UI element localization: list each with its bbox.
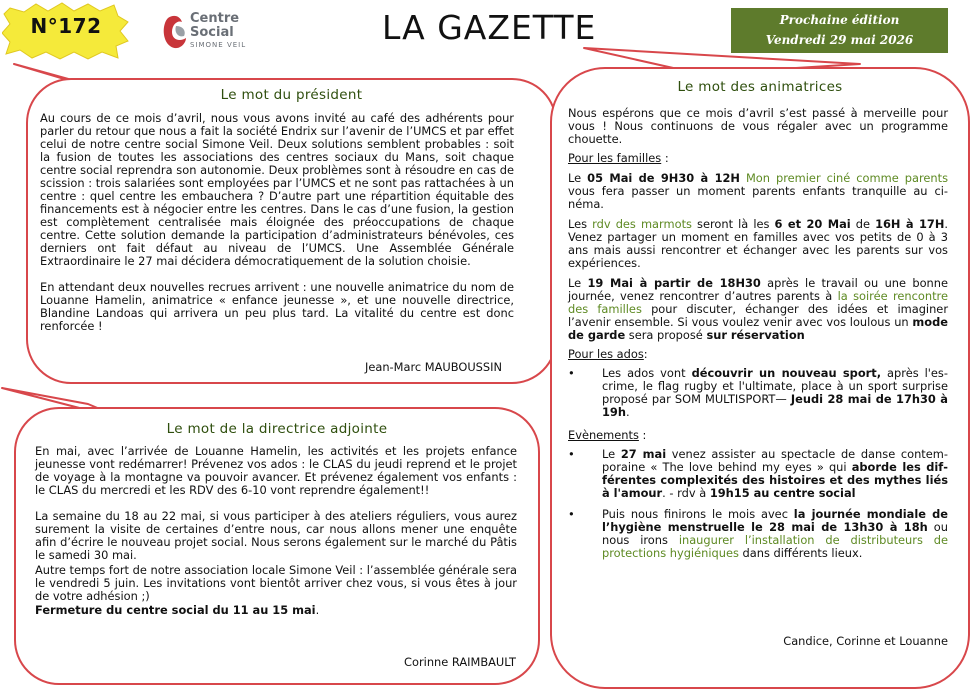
logo-text-centre: Centre [190, 11, 240, 26]
a1-c: après l'escrime, le flag rugby et l'ultimate, place à un sport surprise proposé par SOM MULTISPORT— [602, 366, 948, 406]
f2-a: Les [568, 217, 593, 231]
evenements-label: Evènements [568, 428, 639, 442]
e2-a: Puis nous finirons le mois avec [602, 507, 794, 521]
directrice-signature: Corinne RAIMBAULT [404, 655, 516, 669]
directrice-paragraph-3: Autre temps fort de notre association locale Simone Veil : l’assemblée générale sera le vendredi 5 juin. Les invitations vont bientôt arriver chez vous, si vous êtes à jour de votre adhésion ;) [35, 563, 517, 603]
ados-colon: : [643, 347, 648, 361]
e1-e: . - rdv à [662, 486, 710, 500]
e1-a: Le [602, 447, 621, 461]
next-edition-label: Prochaine édition [779, 13, 900, 27]
e2-c: ou nous irons [602, 520, 948, 547]
e2-b: la journée mondiale de l’hygiène menstruelle le 28 mai de 13h30 à 18h [602, 507, 949, 534]
evenements-list [568, 448, 948, 560]
familles-item-cine [568, 172, 948, 211]
f3-reservation: sur réservation [706, 328, 805, 342]
directrice-paragraph-2: La semaine du 18 au 22 mai, si vous participer à des ateliers réguliers, vous aurez surement la visite de certaines d’entre nous, car nous allons mener une enquête afin d’écrire le nouveau projet social. Nous serons également sur le marché du Pâtis le samedi 30 mai. [35, 509, 517, 562]
animatrices-signature: Candice, Corinne et Louanne [783, 634, 948, 648]
f3-a: Le [568, 276, 588, 290]
e1-d: aborde les différentes complexités des histoires et des mythes liés à l'amour [602, 460, 948, 500]
f2-e: de [850, 217, 876, 231]
directrice-closure-line [35, 604, 517, 617]
a1-e: . [625, 405, 630, 419]
f3-e: pour discuter, échanger des idées et imaginer l’avenir ensemble. Si vous voulez venir avec vos loulous un [568, 302, 948, 329]
closure-notice: Fermeture du centre social du 11 au 15 mai [35, 603, 316, 617]
animatrices-heading: Le mot des animatrices [677, 79, 843, 95]
e1-f: 19h15 au centre social [709, 486, 856, 500]
ados-label: Pour les ados [568, 347, 644, 361]
f2-g: . Venez partager un moment en familles avec vos petits de 0 à 3 ans mais aussi rencontrer et échanger avec les parents sur vos expériences. [568, 217, 948, 270]
directrice-paragraph-1: En mai, avec l’arrivée de Louanne Hamelin, les activités et les projets enfance jeunesse vont redémarrer! Prévenez vos ados : le CLAS du jeudi reprend et le projet de voyage à la montagne va pouvoir avancer. Et prévenez également vos enfants : le CLAS du mercredi et les RDV des 6-10 vont reprendre également!! [35, 444, 517, 497]
closure-notice-end: . [315, 603, 320, 617]
f3-c: après le travail ou une bonne journée, venez rencontrer d’autres parents à [568, 276, 948, 303]
ados-list [568, 367, 948, 419]
f1-a: Le [568, 171, 588, 185]
f2-dates: 6 et 20 Mai [774, 217, 851, 231]
newsletter-title: LA GAZETTE [382, 8, 597, 47]
familles-item-marmots [568, 218, 948, 270]
familles-label-line [568, 152, 948, 165]
f3-garde: mode de garde [568, 315, 948, 342]
next-edition-banner [731, 8, 948, 53]
a1-date: Jeudi 28 mai de 17h30 à 19h [602, 392, 948, 419]
e2-e: dans différents lieux. [738, 546, 863, 560]
president-paragraph-2: En attendant deux nouvelles recrues arrivent : une nouvelle animatrice du nom de Louanne Hamelin, animatrice « enfance jeunesse », et une nouvelle directrice, Blandine Landoas qui arrivera un peu plus tard. La vitalité du centre est donc renforcée ! [40, 280, 514, 333]
f3-event-name: la soirée rencontre des familles [568, 289, 948, 316]
directrice-heading: Le mot de la directrice adjointe [166, 421, 388, 437]
logo-text-social: Social [190, 25, 234, 40]
president-heading: Le mot du président [220, 87, 363, 103]
a1-b: découvrir un nouveau sport, [691, 366, 882, 380]
president-text [40, 112, 514, 346]
e1-c: venez assister au spectacle de danse contemporaine « The love behind my eyes » qui [602, 447, 948, 474]
next-edition-date: Vendredi 29 mai 2026 [765, 33, 914, 47]
familles-label: Pour les familles [568, 151, 662, 165]
animatrices-text [568, 107, 948, 564]
e2-d: inaugurer l’installation de distributeurs de protections hygiéniques [602, 533, 949, 560]
f2-event-name: rdv des marmots [592, 217, 692, 231]
ados-label-line [568, 348, 948, 361]
familles-item-soiree [568, 277, 948, 342]
president-signature: Jean-Marc MAUBOUSSIN [364, 360, 502, 374]
evenements-label-line [568, 429, 948, 442]
a1-a: Les ados vont [602, 366, 692, 380]
f3-date: 19 Mai à partir de 18H30 [587, 276, 761, 290]
evenements-item-hygiene [568, 508, 948, 560]
logo-text-simone-veil: SIMONE VEIL [190, 41, 247, 49]
f1-event-name: Mon premier ciné comme parents [745, 171, 949, 185]
evenements-colon: : [638, 428, 647, 442]
f2-hours: 16H à 17H [875, 217, 945, 231]
directrice-text [35, 445, 517, 617]
evenements-item-danse [568, 448, 948, 500]
e1-date: 27 mai [620, 447, 667, 461]
issue-number: N°172 [30, 14, 102, 38]
ados-item-sport [568, 367, 948, 419]
f1-e: vous fera passer un moment parents enfants tranquille au cinéma. [568, 184, 948, 211]
familles-colon: : [661, 151, 669, 165]
animatrices-intro: Nous espérons que ce mois d’avril s’est passé à merveille pour vous ! Nous continuons de vous régaler avec un programme chouette. [568, 106, 948, 146]
f2-c: seront là les [691, 217, 775, 231]
f3-g: sera proposé [625, 328, 707, 342]
president-paragraph-1: Au cours de ce mois d’avril, nous vous avons invité au café des adhérents pour parler du retour que nous a fait la société Endrix sur l’avenir de l’UMCS et par effet celui de notre centre social Simone Veil. Deux solutions semblent probables : soit la fusion de toutes les associations des centres sociaux du Mans, soit chaque centre social reprendra son autonomie. Deux problèmes sont à résoudre en cas de scission : trois salariées sont employées par l’UMCS et ne sont pas rattachées à un centre : quel centre les embauchera ? D’autre part une répartition équitable des financements est à négocier entre les centres. Dans le cas d’une fusion, la gestion est complètement centralisée mais éloignée des préoccupations de chaque centre. Cette solution demande la participation d’administrateurs bénévoles, ces derniers ont fait défaut au niveau de l’UMCS. Une Assemblée Générale Extraordinaire le 27 mai décidera démocratiquement de la solution choisie. [40, 111, 514, 268]
f1-date: 05 Mai de 9H30 à 12H [587, 171, 740, 185]
